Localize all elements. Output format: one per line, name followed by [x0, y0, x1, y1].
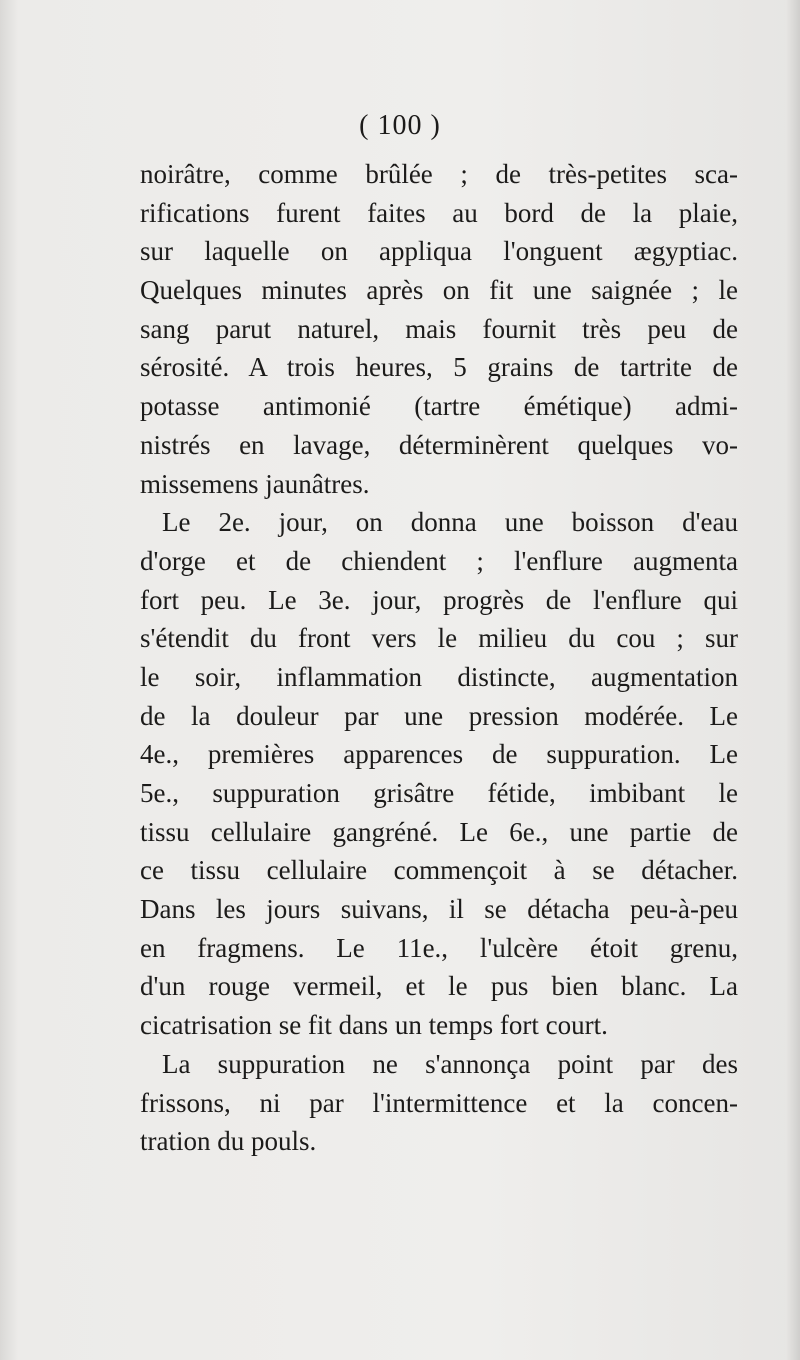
text-line: ce tissu cellulaire commençoit à se détacher. — [140, 855, 738, 886]
text-line: Quelques minutes après on fit une saignée ; le — [140, 275, 738, 306]
text-line: fort peu. Le 3e. jour, progrès de l'enflure qui — [140, 584, 738, 615]
text-line: 5e., suppuration grisâtre fétide, imbibant le — [140, 778, 738, 808]
page-edge-shadow — [786, 0, 800, 1360]
paragraph-start-line: La suppuration ne s'annonça point par des — [162, 1048, 738, 1079]
page-number: ( 100 ) — [359, 110, 441, 141]
text-line: sérosité. A trois heures, 5 grains de tartrite de — [140, 352, 738, 383]
text-line: le soir, inflammation distincte, augmentation — [140, 661, 738, 692]
text-line: d'orge et de chiendent ; l'enflure augmenta — [140, 545, 738, 576]
text-line: de la douleur par une pression modérée. Le — [140, 700, 738, 731]
text-line: frissons, ni par l'intermittence et la concen- — [140, 1087, 738, 1118]
text-line: tissu cellulaire gangréné. Le 6e., une partie de — [140, 816, 738, 847]
text-line: potasse antimonié (tartre émétique) admi- — [140, 391, 738, 422]
text-line: 4e., premières apparences de suppuration. Le — [140, 739, 738, 770]
text-line: en fragmens. Le 11e., l'ulcère étoit grenu, — [140, 932, 738, 963]
text-line: nistrés en lavage, déterminèrent quelques vo- — [140, 429, 738, 460]
text-line: noirâtre, comme brûlée ; de très-petites sca- — [140, 159, 738, 189]
text-line: s'étendit du front vers le milieu du cou ; sur — [140, 623, 738, 654]
text-line: missemens jaunâtres. — [140, 468, 370, 499]
text-line: tration du pouls. — [140, 1126, 317, 1157]
text-line: sur laquelle on appliqua l'onguent ægyptiac. — [140, 236, 738, 267]
text-line: d'un rouge vermeil, et le pus bien blanc. La — [140, 971, 738, 1002]
text-line: Dans les jours suivans, il se détacha peu-à-peu — [140, 894, 738, 925]
text-line: cicatrisation se fit dans un temps fort court. — [140, 1010, 608, 1041]
text-line: sang parut naturel, mais fournit très peu de — [140, 313, 738, 344]
text-line: rifications furent faites au bord de la plaie, — [140, 197, 738, 228]
body-text — [140, 155, 738, 1161]
paragraph-start-line: Le 2e. jour, on donna une boisson d'eau — [162, 507, 738, 538]
